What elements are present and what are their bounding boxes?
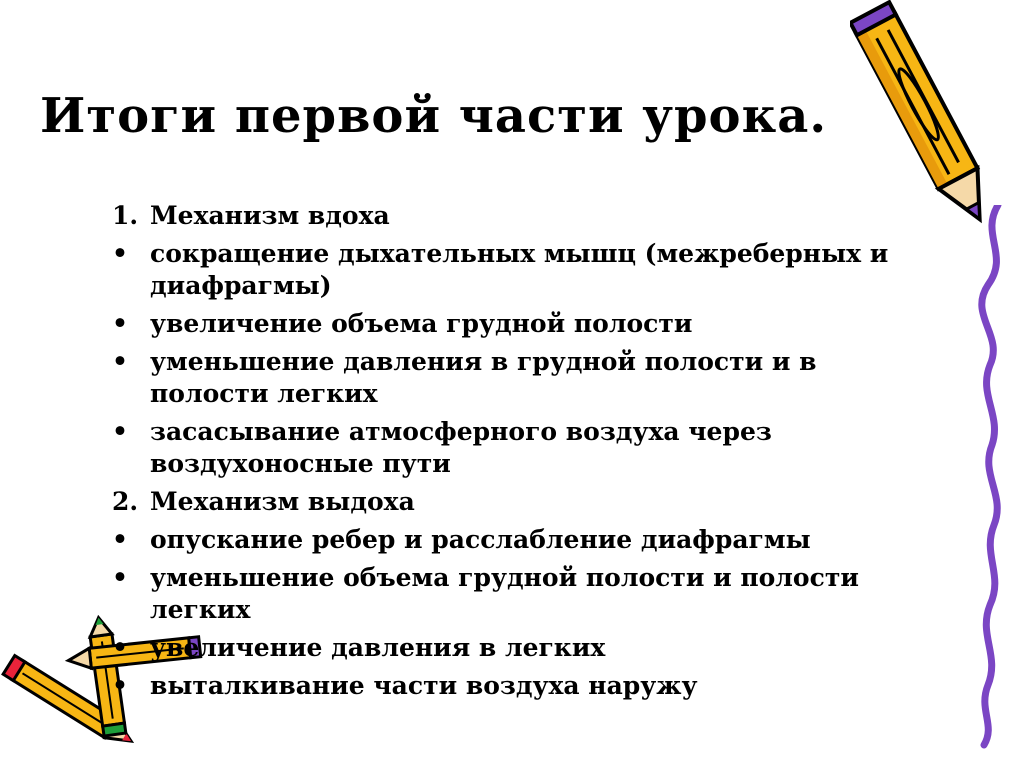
list-item (112, 670, 912, 702)
bullet: • (112, 671, 128, 700)
list-item-text: увеличение объема грудной полости (150, 309, 693, 338)
slide-title: Итоги первой части урока. (40, 88, 828, 144)
list-item-text: выталкивание части воздуха наружу (150, 671, 698, 700)
bullet: • (112, 417, 128, 446)
content-list (112, 200, 912, 708)
list-item-text: увеличение давления в легких (150, 633, 606, 662)
list-item (112, 562, 912, 626)
section-heading-inhale (112, 200, 912, 232)
list-item (112, 524, 912, 556)
section-number: 1. (112, 201, 139, 230)
bullet: • (112, 525, 128, 554)
bullet: • (112, 239, 128, 268)
list-item (112, 416, 912, 480)
wavy-line-icon (940, 205, 1024, 750)
section-number: 2. (112, 487, 139, 516)
list-item (112, 238, 912, 302)
list-item (112, 632, 912, 664)
bullet: • (112, 309, 128, 338)
section-heading: Механизм выдоха (150, 487, 415, 516)
section-heading: Механизм вдоха (150, 201, 390, 230)
list-item-text: засасывание атмосферного воздуха через воздухоносные пути (150, 417, 772, 478)
list-item (112, 346, 912, 410)
list-item-text: уменьшение объема грудной полости и полости легких (150, 563, 859, 624)
list-item-text: опускание ребер и расслабление диафрагмы (150, 525, 811, 554)
bullet: • (112, 563, 128, 592)
bullet: • (112, 347, 128, 376)
list-item-text: сокращение дыхательных мышц (межреберных и диафрагмы) (150, 239, 889, 300)
list-item-text: уменьшение давления в грудной полости и в полости легких (150, 347, 817, 408)
bullet: • (112, 633, 128, 662)
list-item (112, 308, 912, 340)
section-heading-exhale (112, 486, 912, 518)
